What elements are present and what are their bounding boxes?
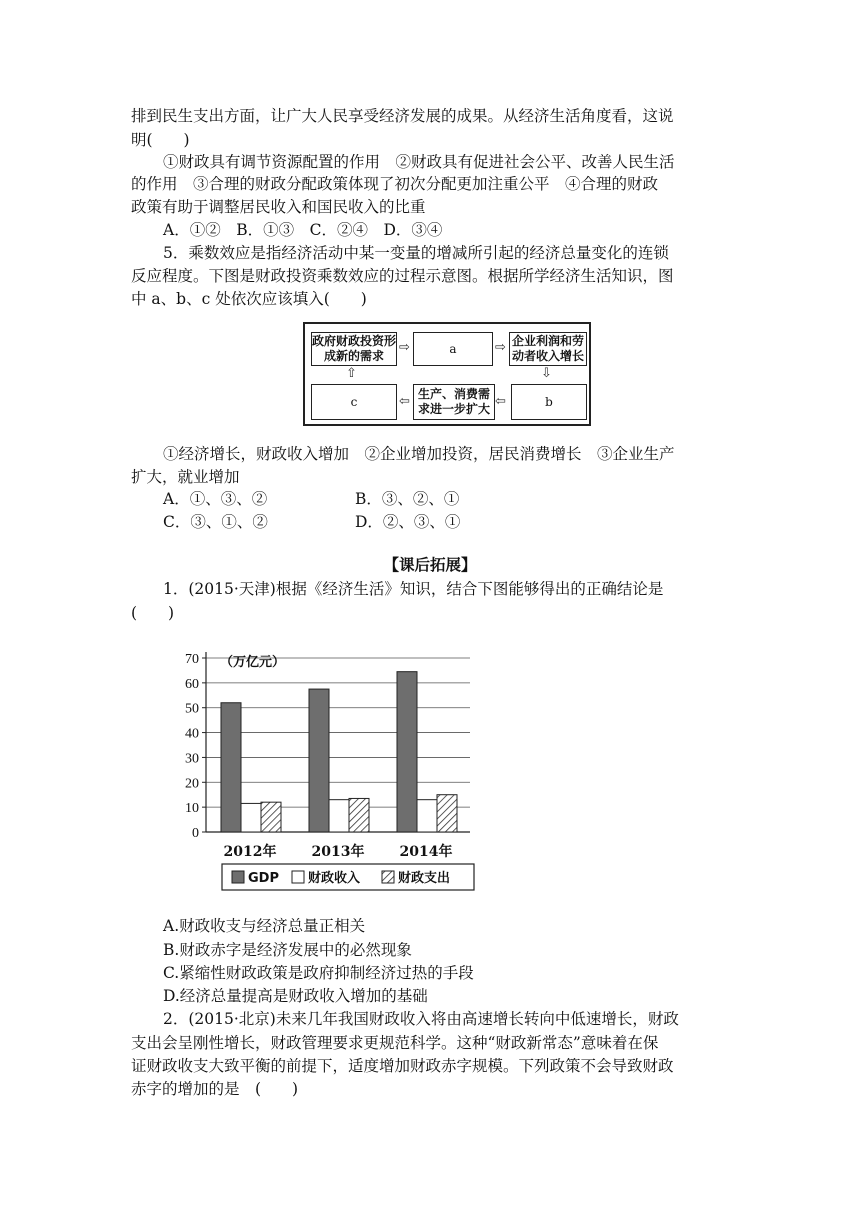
- y-tick-label: 60: [185, 676, 199, 692]
- option-a: A．①、③、②: [163, 490, 268, 508]
- option-b: B.财政赤字是经济发展中的必然现象: [163, 941, 412, 959]
- legend-label: 财政收入: [308, 871, 361, 886]
- diagram-box-a: a: [413, 332, 493, 366]
- legend-swatch: [382, 871, 394, 883]
- text-line: 政策有助于调整居民收入和国民收入的比重: [131, 198, 426, 216]
- diagram-box-c: c: [311, 384, 397, 420]
- legend-label: GDP: [248, 871, 279, 886]
- multiplier-effect-diagram: [303, 322, 591, 426]
- text-line: 反应程度。下图是财政投资乘数效应的过程示意图。根据所学经济生活知识，图: [131, 267, 674, 285]
- text-line: 明( ): [131, 131, 190, 149]
- text-line: 证财政收支大致平衡的前提下，适度增加财政赤字规模。下列政策不会导致财政: [131, 1057, 674, 1075]
- text-line: 扩大，就业增加: [131, 468, 240, 486]
- y-tick-label: 70: [185, 652, 199, 667]
- arrow-right-icon: ⇨: [495, 340, 506, 355]
- arrow-left-icon: ⇦: [495, 394, 506, 409]
- text-line: 赤字的增加的是 ( ): [131, 1080, 299, 1098]
- option-c: C.紧缩性财政政策是政府抑制经济过热的手段: [163, 964, 474, 982]
- question-2-text: 2．(2015·北京)未来几年我国财政收入将由高速增长转向中低速增长，财政: [163, 1010, 679, 1028]
- option-b: B．③、②、①: [355, 490, 460, 508]
- legend-swatch: [232, 871, 244, 883]
- bar-gdp: [309, 689, 329, 832]
- arrow-left-icon: ⇦: [399, 394, 410, 409]
- option-d: D.经济总量提高是财政收入增加的基础: [163, 987, 428, 1005]
- question-1-text: 1．(2015·天津)根据《经济生活》知识，结合下图能够得出的正确结论是: [163, 580, 664, 598]
- y-tick-label: 40: [185, 726, 199, 742]
- y-tick-label: 30: [185, 751, 199, 767]
- unit-label: （万亿元）: [220, 655, 286, 670]
- diagram-box-gov-investment: 政府财政投资形成新的需求: [311, 332, 397, 366]
- x-tick-label: 2013年: [311, 844, 365, 860]
- arrow-up-icon: ⇧: [346, 366, 357, 381]
- y-tick-label: 50: [185, 701, 199, 717]
- option-a: A.财政收支与经济总量正相关: [163, 917, 366, 935]
- diagram-box-b: b: [511, 384, 587, 420]
- bar-expenditure: [261, 802, 281, 832]
- option-d: D．②、③、①: [355, 513, 461, 531]
- y-tick-label: 0: [192, 826, 199, 841]
- text-line: 中 a、b、c 处依次应该填入( ): [131, 290, 367, 308]
- question-5-items: ①经济增长，财政收入增加 ②企业增加投资，居民消费增长 ③企业生产: [163, 445, 675, 463]
- legend-label: 财政支出: [398, 871, 451, 886]
- question-5-text: 5．乘数效应是指经济活动中某一变量的增减所引起的经济总量变化的连锁: [163, 244, 669, 262]
- text-line: 排到民生支出方面，让广大人民享受经济发展的成果。从经济生活角度看，这说: [131, 107, 674, 125]
- bar-revenue: [417, 800, 437, 832]
- text-line: ( ): [131, 604, 175, 622]
- arrow-down-icon: ⇩: [541, 366, 552, 381]
- answer-options: A．①② B．①③ C．②④ D．③④: [163, 221, 443, 239]
- legend-swatch: [292, 871, 304, 883]
- y-tick-label: 20: [185, 776, 199, 792]
- bar-revenue: [241, 803, 261, 832]
- bar-chart: [170, 640, 490, 900]
- arrow-right-icon: ⇨: [399, 340, 410, 355]
- text-line: 的作用 ③合理的财政分配政策体现了初次分配更加注重公平 ④合理的财政: [131, 175, 659, 193]
- bar-expenditure: [349, 798, 369, 832]
- diagram-box-demand-expand: 生产、消费需求进一步扩大: [413, 384, 495, 420]
- bar-gdp: [221, 703, 241, 832]
- bar-revenue: [329, 800, 349, 832]
- y-tick-label: 10: [185, 801, 199, 817]
- x-tick-label: 2012年: [223, 844, 277, 860]
- text-line: 支出会呈刚性增长，财政管理要求更规范科学。这种“财政新常态”意味着在保: [131, 1034, 659, 1052]
- bar-expenditure: [437, 795, 457, 832]
- diagram-box-profit-income: 企业利润和劳动者收入增长: [509, 332, 587, 366]
- x-tick-label: 2014年: [399, 844, 453, 860]
- bar-gdp: [397, 672, 417, 832]
- option-c: C．③、①、②: [163, 513, 268, 531]
- bar-chart-svg: [170, 640, 490, 900]
- section-title: 【课后拓展】: [383, 555, 477, 574]
- text-line: ①财政具有调节资源配置的作用 ②财政具有促进社会公平、改善人民生活: [163, 153, 675, 171]
